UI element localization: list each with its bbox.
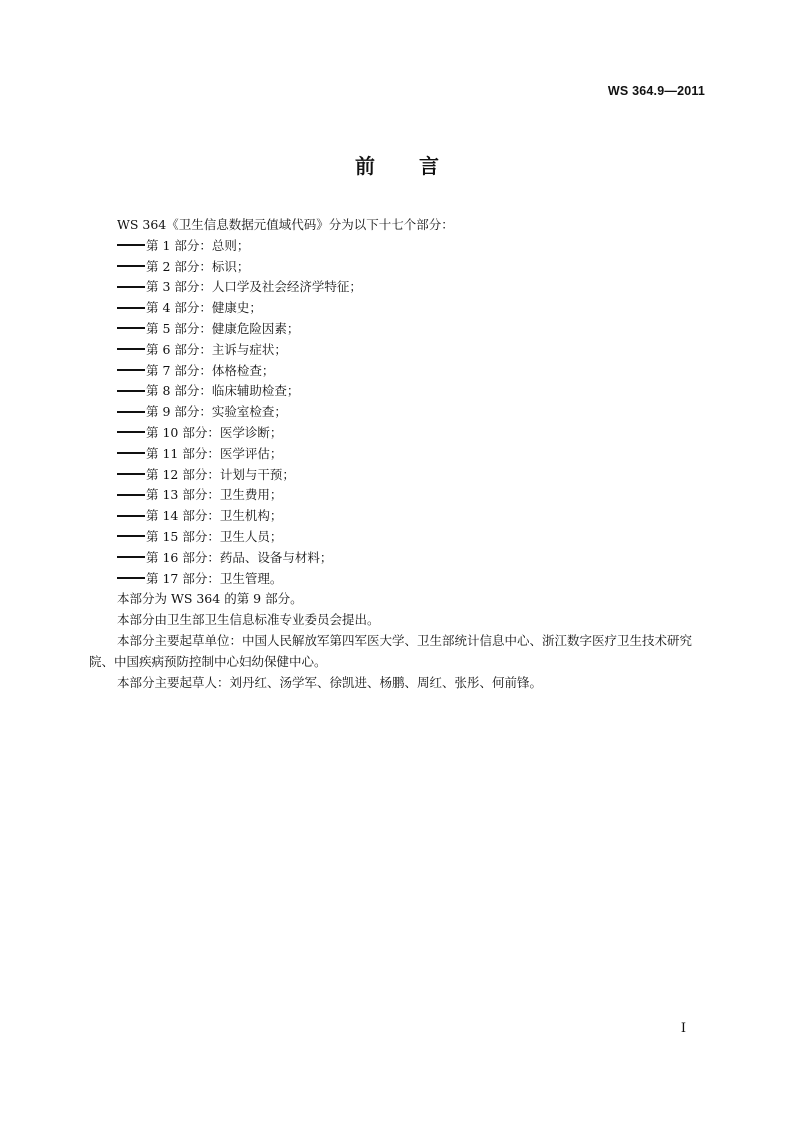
list-item	[89, 402, 705, 423]
list-item-text: 第 5 部分：健康危险因素；	[146, 320, 300, 336]
dash-mark	[117, 577, 145, 579]
list-item-text: 第 3 部分：人口学及社会经济学特征；	[146, 279, 362, 295]
list-item	[89, 485, 705, 506]
list-item	[89, 381, 705, 402]
list-item	[89, 506, 705, 527]
list-item-text: 第 13 部分：卫生费用；	[146, 487, 283, 503]
list-item-text: 第 2 部分：标识；	[146, 258, 250, 274]
list-item	[89, 298, 705, 319]
list-item-text: 第 8 部分：临床辅助检查；	[146, 383, 300, 399]
list-item	[89, 444, 705, 465]
dash-mark	[117, 369, 145, 371]
list-item-text: 第 1 部分：总则；	[146, 237, 250, 253]
dash-mark	[117, 556, 145, 558]
list-item-text: 第 15 部分：卫生人员；	[146, 528, 283, 544]
dash-mark	[117, 265, 145, 267]
list-item	[89, 340, 705, 361]
dash-mark	[117, 286, 145, 288]
drafters: 本部分主要起草人：刘丹红、汤学军、徐凯进、杨鹏、周红、张彤、何前锋。	[117, 674, 543, 690]
page-title	[0, 150, 794, 179]
dash-mark	[117, 348, 145, 350]
list-item	[89, 527, 705, 548]
list-item	[89, 423, 705, 444]
list-item	[89, 361, 705, 382]
standard-code: WS 364.9—2011	[607, 84, 705, 98]
proposer-statement: 本部分由卫生部卫生信息标准专业委员会提出。	[117, 612, 380, 628]
part-statement: 本部分为 WS 364 的第 9 部分。	[117, 591, 303, 607]
list-item	[89, 569, 705, 590]
dash-mark	[117, 431, 145, 433]
list-item-text: 第 14 部分：卫生机构；	[146, 508, 283, 524]
list-item-text: 第 4 部分：健康史；	[146, 300, 262, 316]
list-item	[89, 257, 705, 278]
page-number: I	[680, 1021, 686, 1036]
dash-mark	[117, 515, 145, 517]
drafting-units: 本部分主要起草单位：中国人民解放军第四军医大学、卫生部统计信息中心、浙江数字医疗卫生技术研究院、中国疾病预防控制中心妇幼保健中心。	[89, 632, 693, 669]
list-item-text: 第 10 部分：医学诊断；	[146, 424, 283, 440]
list-item-text: 第 12 部分：计划与干预；	[146, 466, 295, 482]
list-item-text: 第 6 部分：主诉与症状；	[146, 341, 287, 357]
dash-mark	[117, 494, 145, 496]
dash-mark	[117, 307, 145, 309]
list-item-text: 第 16 部分：药品、设备与材料；	[146, 549, 333, 565]
dash-mark	[117, 411, 145, 413]
foreword-body	[89, 215, 705, 693]
list-item-text: 第 11 部分：医学评估；	[146, 445, 283, 461]
list-item-text: 第 9 部分：实验室检查；	[146, 404, 287, 420]
list-item-text: 第 17 部分：卫生管理。	[146, 570, 283, 586]
title-char-2: 言	[419, 154, 439, 178]
list-item	[89, 319, 705, 340]
dash-mark	[117, 390, 145, 392]
list-item-text: 第 7 部分：体格检查；	[146, 362, 275, 378]
list-item	[89, 277, 705, 298]
dash-mark	[117, 473, 145, 475]
dash-mark	[117, 327, 145, 329]
dash-mark	[117, 535, 145, 537]
dash-mark	[117, 452, 145, 454]
intro-paragraph: WS 364《卫生信息数据元值域代码》分为以下十七个部分：	[117, 217, 454, 232]
dash-mark	[117, 244, 145, 246]
list-item	[89, 548, 705, 569]
title-char-1: 前	[355, 154, 375, 178]
list-item	[89, 465, 705, 486]
list-item	[89, 236, 705, 257]
